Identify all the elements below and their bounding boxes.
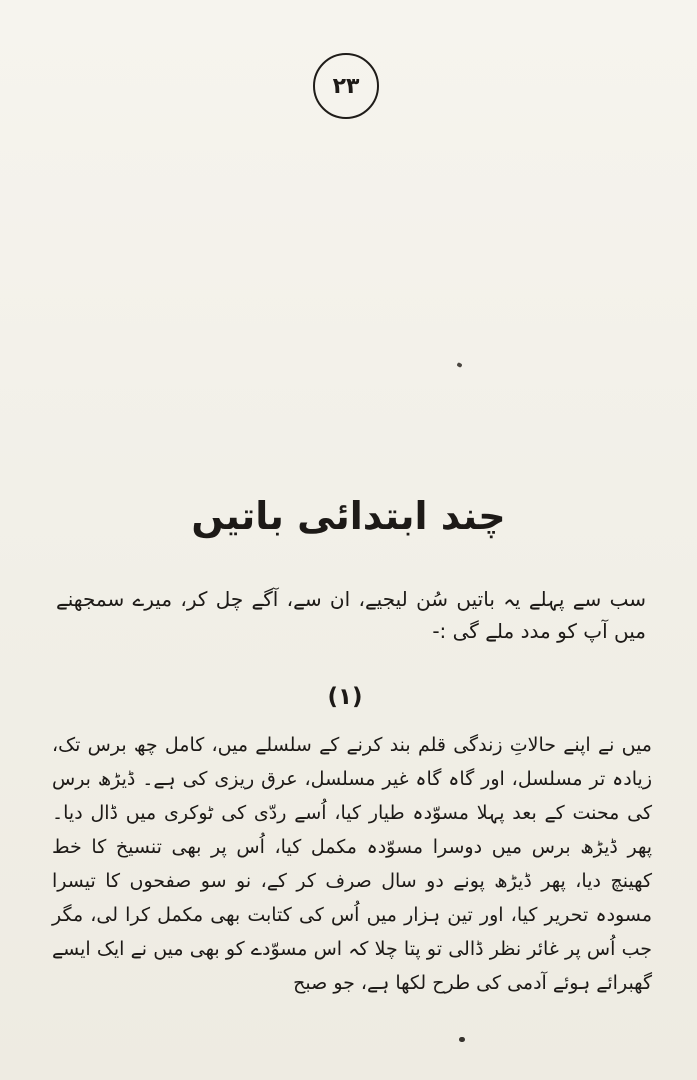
page-mark	[459, 1037, 465, 1042]
paper-speck	[456, 362, 462, 368]
page-number-circle	[313, 53, 379, 119]
section-number: (۱)	[327, 684, 363, 710]
chapter-title: چند ابتدائی باتیں	[191, 494, 506, 538]
section-paragraph: میں نے اپنے حالاتِ زندگی قلم بند کرنے کے سلسلے میں، کامل چھ برس تک، زیادہ تر مسلسل، اور گاہ گاہ غیر مسلسل، عرق ریزی کی ہے۔ ڈیڑھ برس کی محنت کے بعد پہلا مسوّدہ طیار کیا، اُسے ردّی کی ٹوکری میں ڈال دیا۔ پھر ڈیڑھ برس میں دوسرا مسوّدہ مکمل کیا، اُس پر بھی تنسیخ کا خط کھینچ دیا، پھر ڈیڑھ پونے دو سال صرف کر کے، نو سو صفحوں کا تیسرا مسودہ تحریر کیا، اور تین ہزار میں اُس کی کتابت بھی مکمل کرا لی، مگر جب اُس پر غائر نظر ڈالی تو پتا چلا کہ اس مسوّدے کو بھی میں نے ایک ایسے گھبرائے ہوئے آدمی کی طرح لکھا ہے، جو صبح	[52, 734, 652, 994]
chapter-intro: سب سے پہلے یہ باتیں سُن لیجیے، ان سے، آگے چل کر، میرے سمجھنے میں آپ کو مدد ملے گی :-	[56, 587, 646, 643]
page-number: ۲۳	[332, 73, 360, 99]
